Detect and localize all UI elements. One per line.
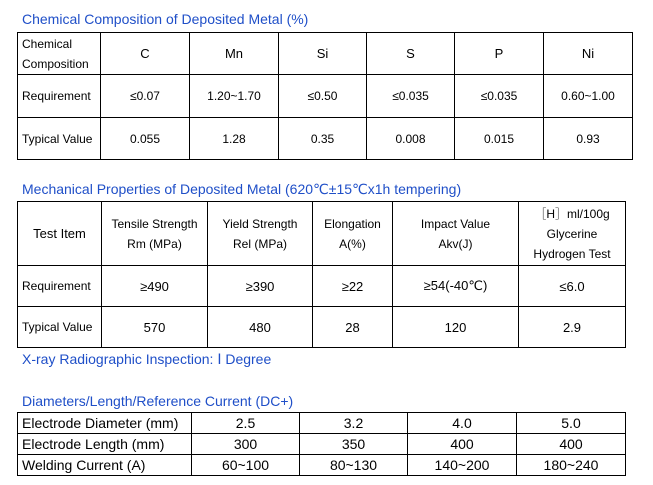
table-cell: 480 <box>208 307 313 348</box>
table-cell: 2.9 <box>519 307 626 348</box>
column-header-line3: Hydrogen Test <box>533 246 611 261</box>
table-cell: 400 <box>517 434 626 455</box>
table-cell: 350 <box>300 434 408 455</box>
column-header <box>313 202 393 266</box>
table-cell: ≤0.035 <box>367 75 455 118</box>
table-cell: 3.2 <box>300 413 408 434</box>
table-cell: 0.008 <box>367 118 455 160</box>
row-label: Electrode Diameter (mm) <box>18 413 192 434</box>
diameters-title: Diameters/Length/Reference Current (DC+) <box>22 393 294 409</box>
mechanical-header-row <box>18 202 626 266</box>
mechanical-typical-row <box>18 307 626 348</box>
chemical-typical-row <box>18 118 633 160</box>
table-cell: ≥22 <box>313 266 393 307</box>
row-label: Requirement <box>18 75 101 118</box>
row-label: Electrode Length (mm) <box>18 434 192 455</box>
mechanical-title: Mechanical Properties of Deposited Metal (620℃±15℃x1h tempering) <box>22 181 462 197</box>
column-header-line1: Yield Strength <box>222 216 298 231</box>
chemical-header-line1: Chemical <box>22 36 73 51</box>
table-cell: 4.0 <box>408 413 517 434</box>
column-header-line1: Impact Value <box>420 216 491 231</box>
diameters-row <box>18 434 626 455</box>
column-header-line1: ［H］ml/100g <box>534 206 610 221</box>
table-cell: 0.35 <box>279 118 367 160</box>
chemical-table <box>17 32 633 160</box>
table-cell: 0.60~1.00 <box>544 75 633 118</box>
element-header: Si <box>279 33 367 75</box>
table-cell: 0.055 <box>101 118 190 160</box>
table-cell: ≤6.0 <box>519 266 626 307</box>
table-cell: 300 <box>192 434 300 455</box>
element-header: Mn <box>190 33 279 75</box>
column-header <box>208 202 313 266</box>
chemical-header-row <box>18 33 633 75</box>
table-cell: 180~240 <box>517 455 626 476</box>
column-header-line2: Rm (MPa) <box>127 236 182 251</box>
column-header <box>102 202 208 266</box>
diameters-row <box>18 455 626 476</box>
chemical-header-label <box>18 33 101 75</box>
table-cell: 120 <box>393 307 519 348</box>
mechanical-table <box>17 201 626 348</box>
row-label: Typical Value <box>18 118 101 160</box>
table-cell: 400 <box>408 434 517 455</box>
row-label: Welding Current (A) <box>18 455 192 476</box>
table-cell: 140~200 <box>408 455 517 476</box>
table-cell: ≥490 <box>102 266 208 307</box>
table-cell: 28 <box>313 307 393 348</box>
row-label: Typical Value <box>18 307 102 348</box>
column-header-line2: Akv(J) <box>438 236 473 251</box>
table-cell: 5.0 <box>517 413 626 434</box>
column-header <box>393 202 519 266</box>
table-cell: 1.20~1.70 <box>190 75 279 118</box>
element-header: C <box>101 33 190 75</box>
column-header-line2: A(%) <box>339 236 366 251</box>
diameters-table <box>17 412 626 476</box>
row-label: Requirement <box>18 266 102 307</box>
element-header: Ni <box>544 33 633 75</box>
table-cell: 60~100 <box>192 455 300 476</box>
column-header-line2: Glycerine <box>546 226 598 241</box>
test-item-header: Test Item <box>18 202 102 266</box>
table-cell: 570 <box>102 307 208 348</box>
column-header-line2: Rel (MPa) <box>232 236 287 251</box>
table-cell: ≤0.07 <box>101 75 190 118</box>
mechanical-requirement-row <box>18 266 626 307</box>
chemical-requirement-row <box>18 75 633 118</box>
table-cell: 80~130 <box>300 455 408 476</box>
chemical-header-line2: Composition <box>22 56 89 71</box>
element-header: P <box>455 33 544 75</box>
table-cell: ≥390 <box>208 266 313 307</box>
chemical-title: Chemical Composition of Deposited Metal (%) <box>22 11 309 27</box>
table-cell: ≤0.035 <box>455 75 544 118</box>
table-cell: 0.93 <box>544 118 633 160</box>
diameters-row <box>18 413 626 434</box>
xray-inspection-text: X-ray Radiographic Inspection: Ⅰ Degree <box>22 351 272 367</box>
table-cell: 2.5 <box>192 413 300 434</box>
table-cell: ≤0.50 <box>279 75 367 118</box>
column-header-line1: Elongation <box>324 216 381 231</box>
element-header: S <box>367 33 455 75</box>
column-header-line1: Tensile Strength <box>111 216 198 231</box>
table-cell: 1.28 <box>190 118 279 160</box>
column-header <box>519 202 626 266</box>
table-cell: ≥54(-40℃) <box>393 266 519 307</box>
table-cell: 0.015 <box>455 118 544 160</box>
